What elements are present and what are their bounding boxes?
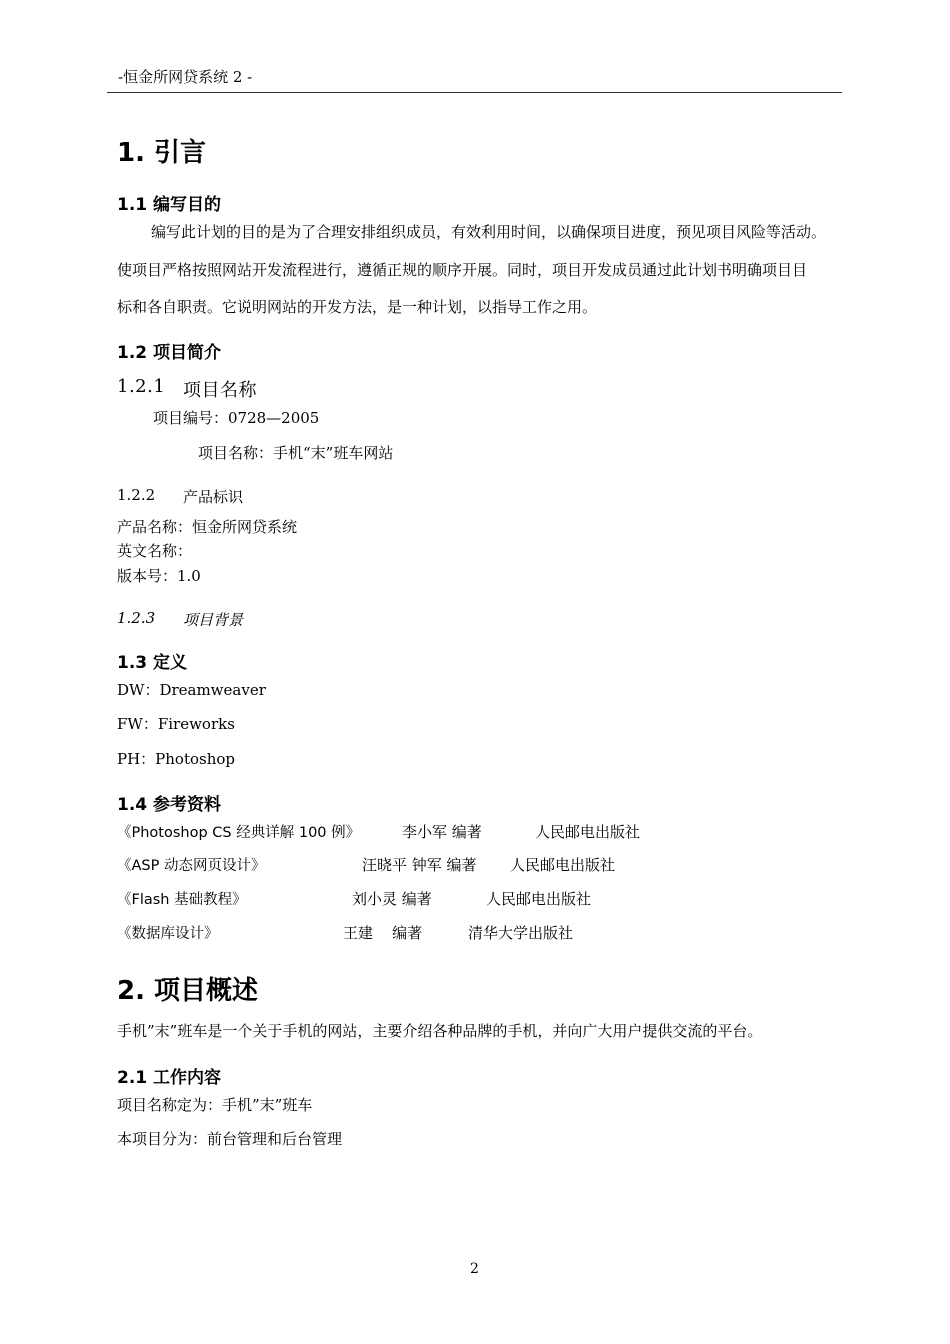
- version-number: 版本号：1.0: [117, 567, 201, 585]
- english-name: 英文名称：: [117, 542, 193, 560]
- section-1-2-3-number: 1.2.3: [117, 609, 156, 627]
- section-1-4-title: 1.4 参考资料: [117, 795, 222, 815]
- definition-item: DW：Dreamweaver: [117, 681, 266, 699]
- section-1-1-title: 1.1 编写目的: [117, 195, 222, 215]
- reference-book: 《ASP 动态网页设计》: [117, 858, 266, 874]
- project-number: 项目编号：0728—2005: [153, 409, 320, 427]
- section-1-2-1-number: 1.2.1: [117, 376, 166, 397]
- section-2-1-title: 2.1 工作内容: [117, 1068, 222, 1088]
- paragraph-line-3: 标和各自职责。它说明网站的开发方法，是一种计划，以指导工作之用。: [117, 298, 598, 316]
- paragraph-line-2: 使项目严格按照网站开发流程进行，遵循正规的顺序开展。同时，项目开发成员通过此计划书明确项目目: [117, 261, 808, 279]
- reference-author: 汪晓平 钟军 编著: [362, 856, 477, 874]
- header-rule: [107, 92, 842, 93]
- product-name: 产品名称：恒金所网贷系统: [117, 518, 298, 536]
- definition-item: PH：Photoshop: [117, 750, 236, 768]
- section-1-2-1-title: 项目名称: [183, 380, 257, 401]
- reference-publisher: 人民邮电出版社: [510, 856, 616, 874]
- section-1-2-2-number: 1.2.2: [117, 486, 156, 504]
- paragraph-line-1: 编写此计划的目的是为了合理安排组织成员，有效利用时间，以确保项目进度，预见项目风险等活动。: [151, 223, 827, 241]
- section-1-title: 1. 引言: [117, 138, 207, 168]
- definition-item: FW：Fireworks: [117, 715, 235, 733]
- work-content-line: 本项目分为：前台管理和后台管理: [117, 1130, 343, 1148]
- section-2-title: 2. 项目概述: [117, 976, 259, 1006]
- running-header: -恒金所网贷系统 2 -: [118, 68, 253, 86]
- reference-book: 《Photoshop CS 经典详解 100 例》: [117, 825, 361, 841]
- section-1-2-2-title: 产品标识: [183, 488, 244, 506]
- section-1-3-title: 1.3 定义: [117, 653, 188, 673]
- reference-publisher: 人民邮电出版社: [486, 890, 592, 908]
- work-content-line: 项目名称定为：手机”末”班车: [117, 1096, 313, 1114]
- reference-book: 《数据库设计》: [117, 926, 219, 942]
- reference-author: 李小军 编著: [402, 823, 482, 841]
- section-1-2-3-title: 项目背景: [183, 611, 244, 629]
- reference-author: 刘小灵 编著: [352, 890, 432, 908]
- section-1-2-title: 1.2 项目简介: [117, 343, 222, 363]
- reference-publisher: 清华大学出版社: [468, 924, 574, 942]
- project-name: 项目名称：手机“末”班车网站: [198, 444, 394, 462]
- reference-author: 王建 编著: [343, 924, 423, 942]
- page-number: 2: [470, 1261, 479, 1277]
- reference-publisher: 人民邮电出版社: [535, 823, 641, 841]
- reference-book: 《Flash 基础教程》: [117, 892, 247, 908]
- section-2-intro: 手机”末”班车是一个关于手机的网站，主要介绍各种品牌的手机，并向广大用户提供交流的平台。: [117, 1022, 763, 1040]
